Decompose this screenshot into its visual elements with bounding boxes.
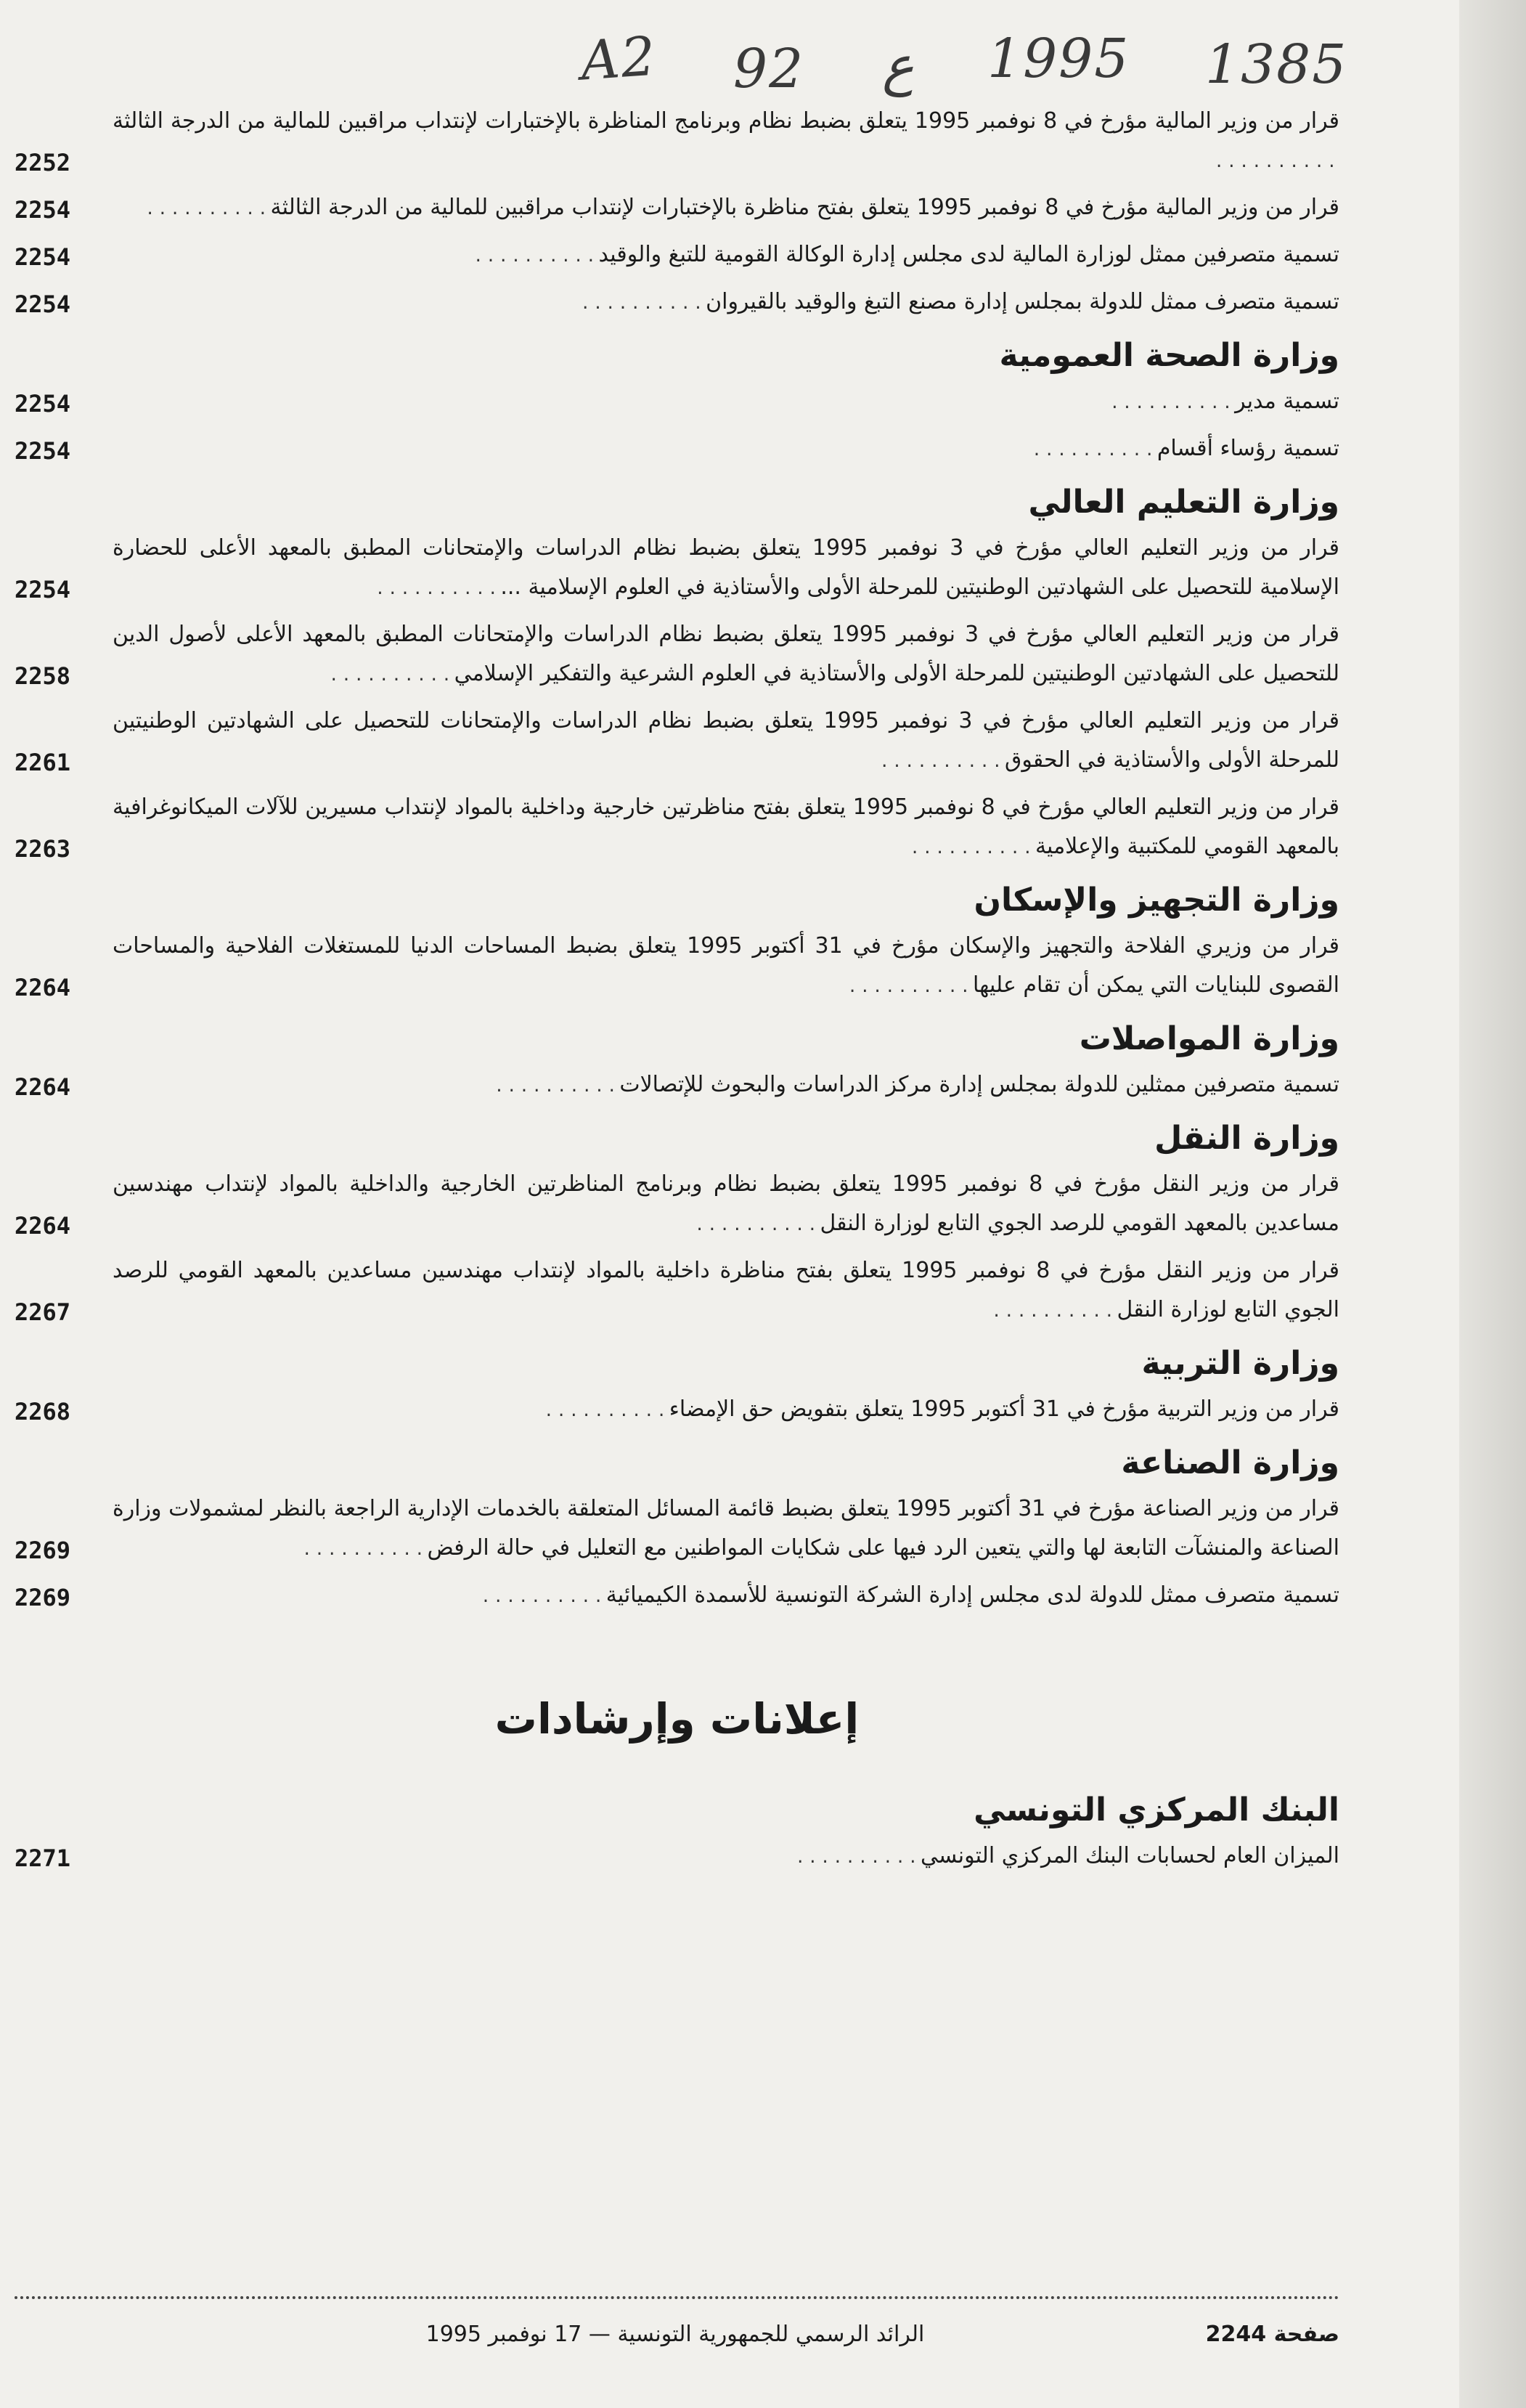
toc-entry-title: تسمية متصرفين ممثلين للدولة بمجلس إدارة مركز الدراسات والبحوث للإتصالات	[619, 1072, 1339, 1097]
toc-entry[interactable]	[15, 615, 1339, 696]
dot-leader: ..........	[481, 1588, 606, 1606]
toc-page-number: 2252	[15, 149, 71, 176]
toc-entry[interactable]	[15, 1251, 1339, 1332]
toc-entry[interactable]	[15, 1489, 1339, 1570]
dot-leader: ..........	[473, 248, 599, 266]
toc-entry[interactable]	[15, 102, 1339, 182]
toc-page-number: 2263	[15, 835, 71, 863]
dot-leader: ..........	[580, 295, 706, 313]
table-of-contents	[15, 102, 1339, 2295]
toc-page-number: 2271	[15, 1844, 71, 1872]
page-number: صفحة 2244	[1205, 2322, 1339, 2347]
dot-leader: ..........	[879, 753, 1005, 771]
dot-leader: ..........	[1032, 442, 1157, 460]
ministry-heading: وزارة التربية	[1141, 1345, 1339, 1382]
toc-entry-text	[98, 788, 1339, 869]
toc-entry-title: قرار من وزير الصناعة مؤرخ في 31 أكتوبر 1995 يتعلق بضبط قائمة المسائل المتعلقة بالخدمات الإدارية الراجعة بالنظر لمشمولات وزارة الصناعة والمنشآت التابعة لها والتي يتعين الرد فيها على شكايات المواطنين مع التعليل في حالة الرفض	[113, 1496, 1339, 1561]
toc-entry-title: تسمية متصرف ممثل للدولة لدى مجلس إدارة الشركة التونسية للأسمدة الكيميائية	[605, 1582, 1339, 1608]
handwriting-year: 1995	[987, 28, 1130, 90]
toc-entry-text	[98, 382, 1339, 423]
toc-entry-title: قرار من وزير التعليم العالي مؤرخ في 3 نوفمبر 1995 يتعلق بضبط نظام الدراسات والإمتحانات للتحصيل على الشهادتين الوطنيتين للمرحلة الأولى والأستاذية في الحقوق	[113, 708, 1340, 773]
toc-entry[interactable]	[15, 1576, 1339, 1617]
toc-entry-text	[98, 1065, 1339, 1107]
handwriting-1385: 1385	[1205, 33, 1348, 96]
toc-page-number: 2264	[15, 1073, 71, 1101]
toc-entry[interactable]	[15, 927, 1339, 1007]
toc-entry-text	[98, 1251, 1339, 1332]
toc-page-number: 2254	[15, 390, 71, 418]
toc-entry-title: تسمية مدير	[1235, 389, 1339, 414]
dot-leader: ..........	[302, 1541, 428, 1559]
toc-entry-title: تسمية متصرفين ممثل لوزارة المالية لدى مجلس إدارة الوكالة القومية للتبغ والوقيد	[598, 242, 1339, 267]
toc-page-number: 2264	[15, 1212, 71, 1240]
toc-entry[interactable]	[15, 1065, 1339, 1107]
toc-entry[interactable]	[15, 282, 1339, 324]
announcements-heading: إعلانات وإرشادات	[494, 1694, 860, 1744]
toc-entry-text	[98, 1836, 1339, 1878]
handwritten-reference	[552, 25, 1372, 107]
toc-entry-title: قرار من وزير التعليم العالي مؤرخ في 3 نوفمبر 1995 يتعلق بضبط نظام الدراسات والإمتحانات المطبق بالمعهد الأعلى للحضارة الإسلامية للتحصيل على الشهادتين الوطنيتين للمرحلة الأولى والأستاذية في العلوم الإسلامية ...	[113, 535, 1340, 600]
toc-entry[interactable]	[15, 788, 1339, 869]
toc-page-number: 2254	[15, 576, 71, 603]
dot-leader: ..........	[910, 839, 1035, 858]
toc-page-number: 2267	[15, 1298, 71, 1326]
toc-page-number: 2261	[15, 749, 71, 776]
toc-page-number: 2258	[15, 662, 71, 690]
toc-entry[interactable]	[15, 188, 1339, 229]
toc-entry[interactable]	[15, 701, 1339, 782]
toc-entry-title: تسمية متصرف ممثل للدولة بمجلس إدارة مصنع التبغ والوقيد بالقيروان	[706, 289, 1339, 314]
dot-leader: ..........	[795, 1849, 921, 1867]
toc-entry-title: قرار من وزيري الفلاحة والتجهيز والإسكان مؤرخ في 31 أكتوبر 1995 يتعلق بضبط المساحات الدنيا للمستغلات الفلاحية والمساحات القصوى للبنايات التي يمكن أن تقام عليها	[113, 933, 1339, 998]
toc-entry[interactable]	[15, 1836, 1339, 1878]
toc-entry-text	[98, 235, 1339, 277]
toc-entry-text	[98, 927, 1339, 1007]
toc-entry-text	[98, 1390, 1339, 1431]
dot-leader: ..........	[494, 1078, 620, 1096]
bank-heading: البنك المركزي التونسي	[974, 1791, 1339, 1829]
dot-leader: ..........	[145, 200, 271, 219]
gazette-title: الرائد الرسمي للجمهورية التونسية — 17 نوفمبر 1995	[425, 2322, 925, 2347]
dot-leader: ..........	[329, 667, 454, 685]
toc-entry-text	[98, 1165, 1339, 1245]
toc-entry[interactable]	[15, 382, 1339, 423]
ministry-heading: وزارة التعليم العالي	[1028, 484, 1339, 521]
ministry-heading: وزارة الصناعة	[1121, 1444, 1339, 1481]
toc-entry-text	[98, 1489, 1339, 1570]
toc-page-number: 2269	[15, 1537, 71, 1564]
toc-entry-text	[98, 102, 1339, 182]
dot-leader: ..........	[544, 1402, 669, 1420]
toc-entry-title: قرار من وزير النقل مؤرخ في 8 نوفمبر 1995 يتعلق بضبط نظام وبرنامج المناظرتين الخارجية والداخلية بالمواد لإنتداب مهندسين مساعدين بالمعهد القومي للرصد الجوي التابع لوزارة النقل	[113, 1171, 1340, 1236]
toc-entry-title: قرار من وزير المالية مؤرخ في 8 نوفمبر 1995 يتعلق بفتح مناظرة بالإختبارات لإنتداب مراقبين للمالية من الدرجة الثالثة	[270, 195, 1339, 220]
toc-entry[interactable]	[15, 1390, 1339, 1431]
ministry-heading: وزارة الصحة العمومية	[999, 337, 1339, 374]
dot-leader: ..........	[847, 978, 973, 996]
toc-page-number: 2254	[15, 437, 71, 465]
toc-entry[interactable]	[15, 1165, 1339, 1245]
toc-entry-text	[98, 701, 1339, 782]
toc-page-number: 2268	[15, 1398, 71, 1425]
toc-entry-title: الميزان العام لحسابات البنك المركزي التونسي	[921, 1843, 1339, 1868]
page-edge-shadow	[1459, 0, 1526, 2408]
toc-page-number: 2254	[15, 196, 71, 224]
toc-entry-text	[98, 1576, 1339, 1617]
toc-entry-text	[98, 188, 1339, 229]
toc-entry-title: قرار من وزير التعليم العالي مؤرخ في 8 نوفمبر 1995 يتعلق بفتح مناظرتين خارجية وداخلية بالمواد لإنتداب مسيرين للآلات الميكانوغرافية بالمعهد القومي للمكتبية والإعلامية	[113, 794, 1340, 859]
page-footer	[15, 2313, 1339, 2356]
ministry-heading: وزارة المواصلات	[1079, 1020, 1339, 1057]
toc-entry[interactable]	[15, 529, 1339, 609]
toc-entry[interactable]	[15, 429, 1339, 471]
toc-entry-title: قرار من وزير التعليم العالي مؤرخ في 3 نوفمبر 1995 يتعلق بضبط نظام الدراسات والإمتحانات المطبق بالمعهد الأعلى لأصول الدين للتحصيل على الشهادتين الوطنيتين للمرحلة الأولى والأستاذية في العلوم الشرعية والتفكير الإسلامي	[113, 622, 1339, 686]
handwriting-a2: A2	[579, 25, 659, 93]
footer-divider	[15, 2296, 1339, 2299]
dot-leader: ..........	[695, 1216, 820, 1234]
ministry-heading: وزارة النقل	[1154, 1120, 1339, 1157]
dot-leader: ..........	[992, 1303, 1117, 1321]
toc-page-number: 2254	[15, 243, 71, 271]
toc-page-number: 2254	[15, 290, 71, 318]
toc-entry-text	[98, 615, 1339, 696]
dot-leader: ..........	[375, 580, 501, 598]
handwriting-letter: ع	[882, 35, 915, 97]
toc-page-number: 2264	[15, 974, 71, 1001]
toc-entry-title: قرار من وزير المالية مؤرخ في 8 نوفمبر 1995 يتعلق بضبط نظام وبرنامج المناظرة بالإختبارات لإنتداب مراقبين للمالية من الدرجة الثالثة	[113, 108, 1340, 134]
toc-entry-title: تسمية رؤساء أقسام	[1156, 436, 1339, 461]
toc-entry-title: قرار من وزير التربية مؤرخ في 31 أكتوبر 1995 يتعلق بتفويض حق الإمضاء	[669, 1396, 1339, 1422]
dot-leader: ..........	[1109, 394, 1236, 412]
toc-entry-text	[98, 429, 1339, 471]
ministry-heading: وزارة التجهيز والإسكان	[974, 882, 1339, 919]
toc-entry-title: قرار من وزير النقل مؤرخ في 8 نوفمبر 1995 يتعلق بفتح مناظرة داخلية بالمواد لإنتداب مهندسين مساعدين بالمعهد القومي للرصد الجوي التابع لوزارة النقل	[113, 1258, 1339, 1322]
toc-entry-text	[98, 529, 1339, 609]
toc-page-number: 2269	[15, 1584, 71, 1611]
toc-entry[interactable]	[15, 235, 1339, 277]
handwriting-92: 92	[733, 38, 805, 100]
dot-leader: ..........	[1214, 153, 1339, 171]
toc-entry-text	[98, 282, 1339, 324]
